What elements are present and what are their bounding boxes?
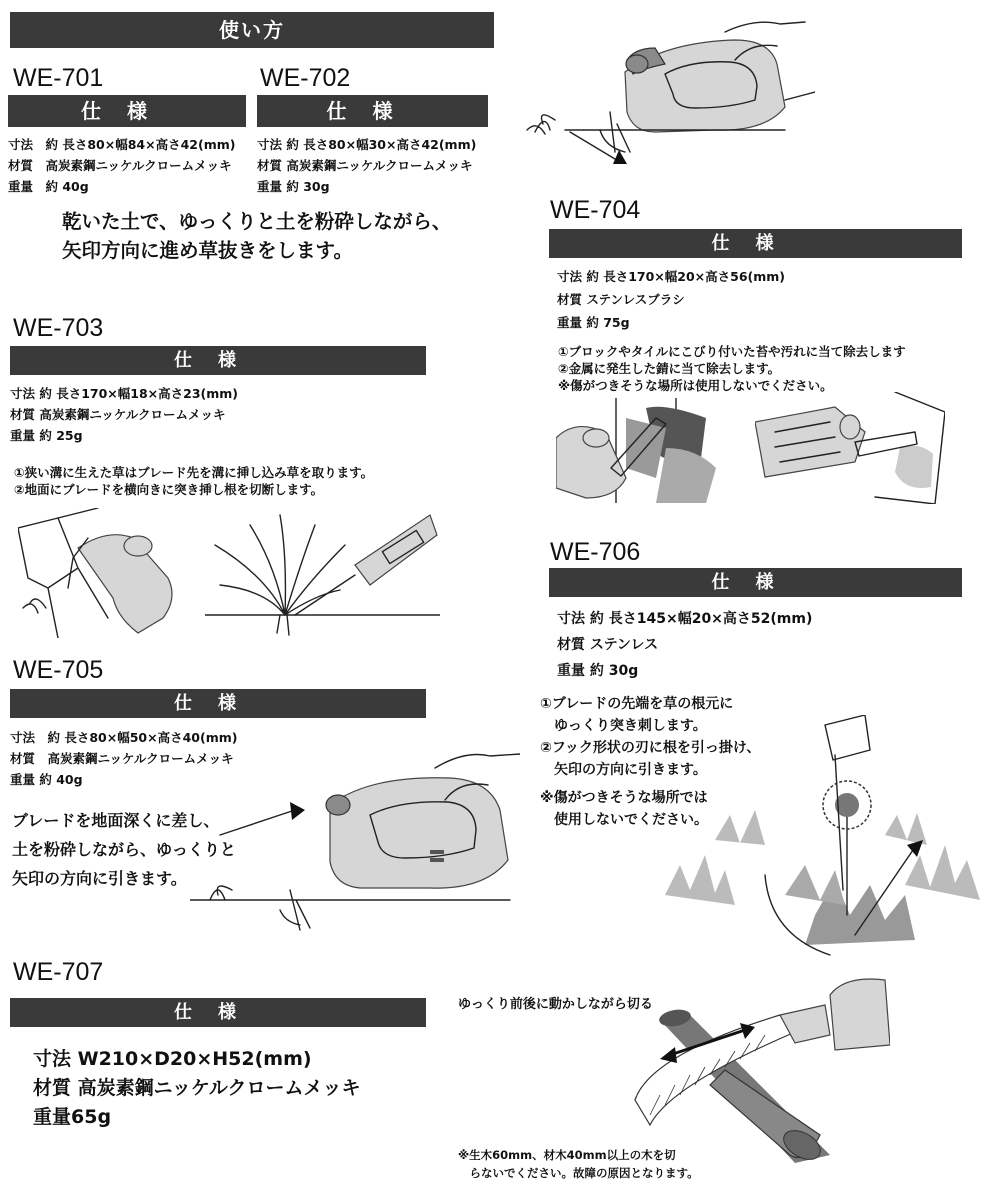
we706-note-5: ※傷がつきそうな場所では	[540, 790, 708, 806]
we705-weeder-hand-illustration	[190, 750, 520, 940]
we705-usage-line1: ブレードを地面深くに差し、	[12, 811, 220, 830]
we705-spec-size: 寸法 約 長さ80×幅50×高さ40(mm)	[10, 730, 238, 745]
we704-specs	[557, 265, 785, 334]
we707-warning	[458, 1146, 699, 1182]
we706-note-4: 矢印の方向に引きます。	[540, 762, 707, 778]
we704-note-2: ②金属に発生した錆に当て除去します。	[558, 361, 781, 376]
we706-note-3: ②フック形状の刃に根を引っ掛け、	[540, 740, 761, 756]
we706-spec-weight: 重量 約 30g	[557, 663, 639, 679]
we702-specs	[257, 134, 476, 197]
we702-model: WE-702	[260, 64, 351, 92]
we707-spec-material: 材質 高炭素鋼ニッケルクロームメッキ	[33, 1077, 361, 1099]
we703-notes	[14, 464, 373, 498]
we707-warning-line1: ※生木60mm、材木40mm以上の木を切	[458, 1148, 676, 1162]
we705-spec-weight: 重量 約 40g	[10, 772, 83, 787]
we704-spec-heading: 仕様	[549, 229, 962, 258]
we701-usage	[62, 207, 451, 265]
we706-dandelion-illustration	[655, 715, 990, 965]
we704-brush-tile-illustration	[556, 398, 726, 503]
weeder-hand-illustration-top	[515, 12, 815, 177]
we701-usage-line2: 矢印方向に進め草抜きをします。	[62, 239, 353, 262]
we703-spec-heading: 仕様	[10, 346, 426, 375]
we706-model: WE-706	[550, 538, 641, 566]
we704-spec-material: 材質 ステンレスブラシ	[557, 292, 685, 307]
we706-spec-heading: 仕様	[549, 568, 962, 597]
we703-spec-size: 寸法 約 長さ170×幅18×高さ23(mm)	[10, 386, 239, 401]
we702-spec-heading: 仕様	[257, 95, 488, 127]
we701-spec-size: 寸法 約 長さ80×幅84×高さ42(mm)	[8, 137, 236, 152]
we702-spec-weight: 重量 約 30g	[257, 179, 330, 194]
we706-note-2: ゆっくり突き刺します。	[540, 718, 707, 734]
we704-rust-illustration	[755, 392, 945, 504]
we705-usage-line2: 土を粉砕しながら、ゆっくりと	[12, 840, 236, 859]
we707-spec-weight: 重量65g	[33, 1106, 112, 1128]
we706-note-1: ①ブレードの先端を草の根元に	[540, 696, 734, 712]
we706-note-6: 使用しないでください。	[540, 812, 708, 828]
we705-spec-material: 材質 高炭素鋼ニッケルクロームメッキ	[10, 751, 234, 766]
we701-spec-heading: 仕様	[8, 95, 246, 127]
we701-spec-weight: 重量 約 40g	[8, 179, 89, 194]
we707-caption: ゆっくり前後に動かしながら切る	[458, 997, 653, 1012]
we701-specs	[8, 134, 235, 197]
we704-spec-weight: 重量 約 75g	[557, 315, 630, 330]
we707-warning-line2: らないでください。故障の原因となります。	[458, 1166, 699, 1180]
we703-note-2: ②地面にブレードを横向きに突き挿し根を切断します。	[14, 482, 324, 497]
we701-model: WE-701	[13, 64, 104, 92]
we704-note-1: ①ブロックやタイルにこびり付いた苔や汚れに当て除去します	[558, 344, 906, 359]
we705-spec-heading: 仕様	[10, 689, 426, 718]
we703-spec-material: 材質 高炭素鋼ニッケルクロームメッキ	[10, 407, 226, 422]
we703-note-1: ①狭い溝に生えた草はブレード先を溝に挿し込み草を取ります。	[14, 465, 374, 480]
we704-spec-size: 寸法 約 長さ170×幅20×高さ56(mm)	[557, 269, 786, 284]
we705-model: WE-705	[13, 656, 104, 684]
we702-spec-material: 材質 高炭素鋼ニッケルクロームメッキ	[257, 158, 473, 173]
we707-model: WE-707	[13, 958, 104, 986]
we703-spec-weight: 重量 約 25g	[10, 428, 83, 443]
we703-groove-illustration	[18, 508, 188, 638]
we704-model: WE-704	[550, 196, 641, 224]
usage-header: 使い方	[10, 12, 494, 48]
we706-specs	[557, 606, 812, 684]
we704-note-3: ※傷がつきそうな場所は使用しないでください。	[558, 378, 833, 393]
we707-spec-size: 寸法 W210×D20×H52(mm)	[33, 1048, 312, 1070]
we703-model: WE-703	[13, 314, 104, 342]
we704-notes	[558, 343, 906, 394]
we701-spec-material: 材質 高炭素鋼ニッケルクロームメッキ	[8, 158, 232, 173]
we707-saw-log-illustration	[630, 975, 890, 1165]
we706-spec-size: 寸法 約 長さ145×幅20×高さ52(mm)	[557, 611, 813, 627]
we707-specs	[33, 1045, 361, 1132]
we702-spec-size: 寸法 約 長さ80×幅30×高さ42(mm)	[257, 137, 477, 152]
we703-specs	[10, 383, 238, 446]
we701-usage-line1: 乾いた土で、ゆっくりと土を粉砕しながら、	[62, 210, 452, 233]
we705-usage-line3: 矢印の方向に引きます。	[12, 869, 187, 888]
we707-spec-heading: 仕様	[10, 998, 426, 1027]
we706-spec-material: 材質 ステンレス	[557, 637, 659, 653]
we703-root-cut-illustration	[205, 505, 440, 640]
